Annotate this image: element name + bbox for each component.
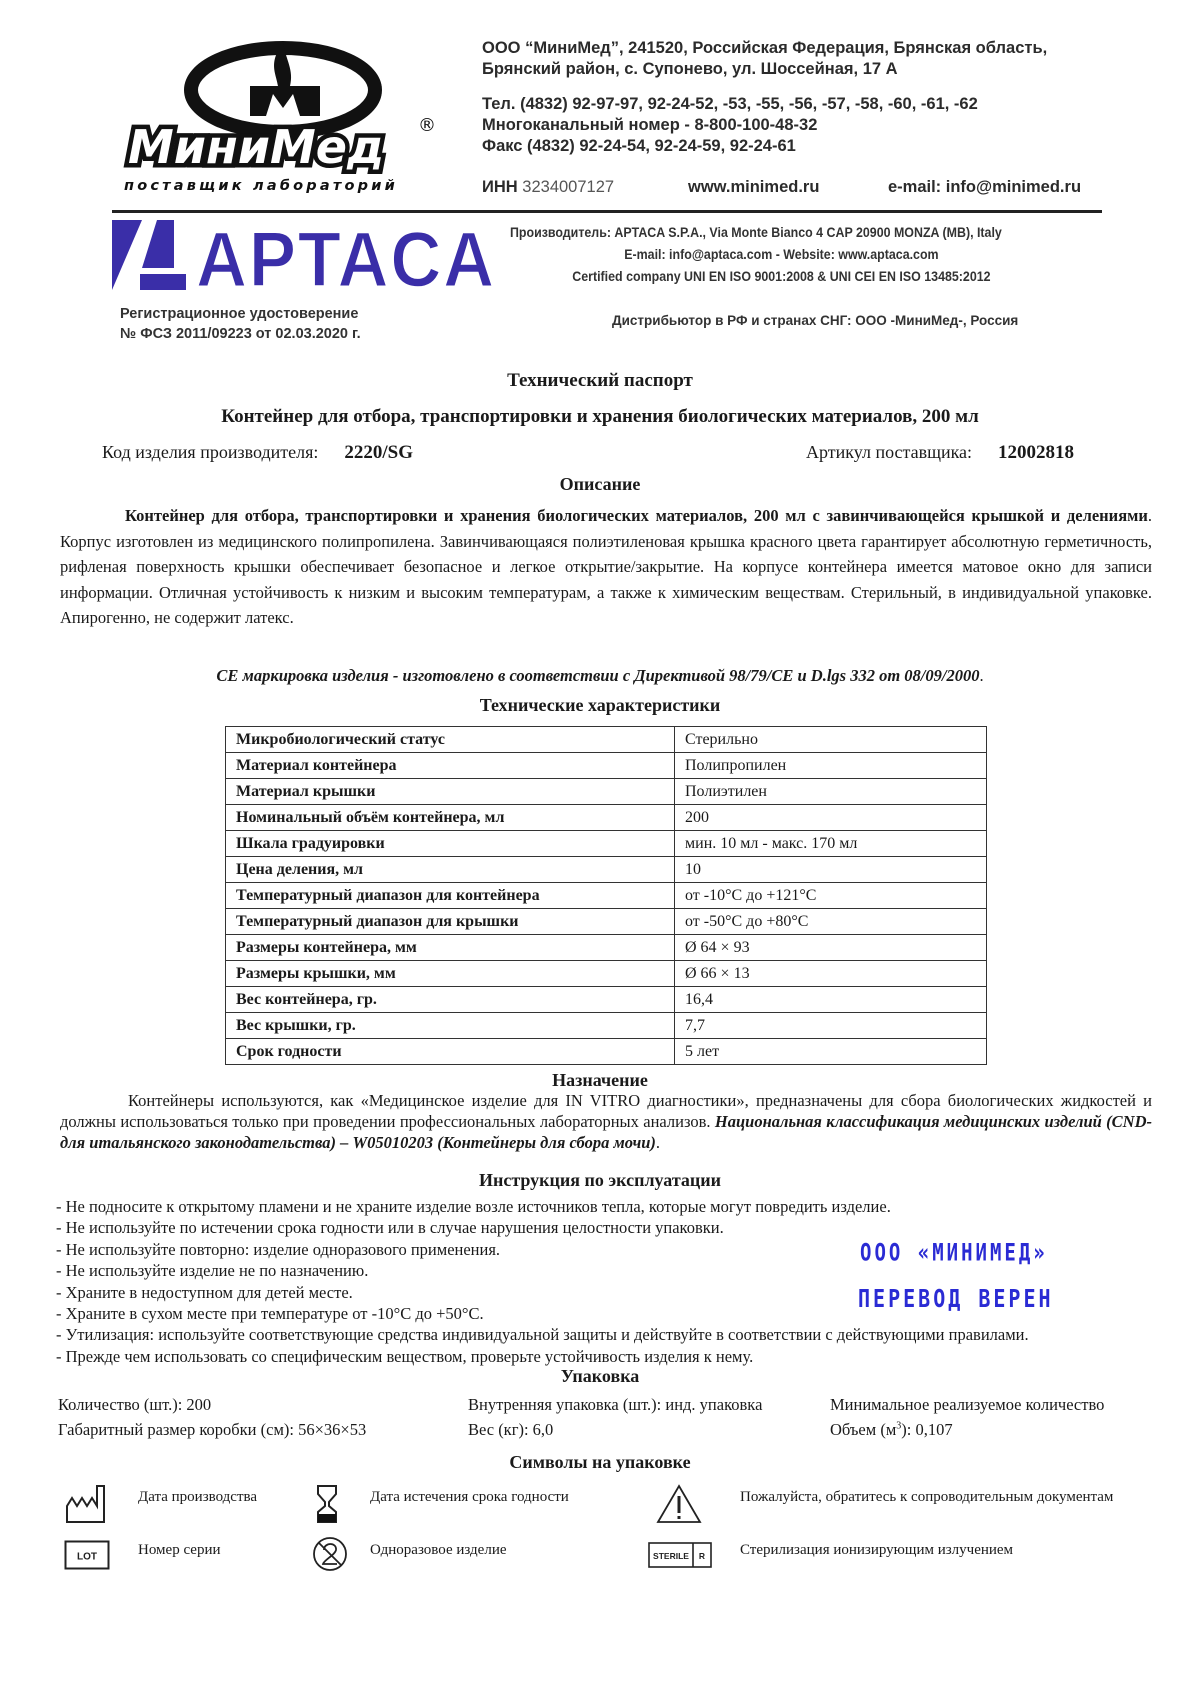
instruction-item: - Не используйте по истечении срока годности или в случае нарушения целостности упаковки. xyxy=(56,1218,724,1238)
specs-heading: Технические характеристики xyxy=(479,695,721,715)
svg-text:STERILE: STERILE xyxy=(653,1551,689,1561)
manufacturer-line: Производитель: APTACA S.P.A., Via Monte Bianco 4 CAP 20900 MONZA (MB), Italy xyxy=(510,225,1002,240)
spec-row xyxy=(226,753,987,779)
spec-value: 7,7 xyxy=(675,1013,987,1039)
spec-key: Размеры контейнера, мм xyxy=(226,935,675,961)
registration-line-2: № ФСЗ 2011/09223 от 02.03.2020 г. xyxy=(120,326,361,342)
hourglass-icon xyxy=(316,1484,338,1524)
instructions-list xyxy=(56,1196,1029,1367)
spec-row xyxy=(226,935,987,961)
spec-value: от -10°C до +121°C xyxy=(675,883,987,909)
spec-row xyxy=(226,961,987,987)
aptaca-logo xyxy=(112,218,502,292)
spec-row xyxy=(226,831,987,857)
pack-volume-prefix: Объем (м xyxy=(830,1420,897,1439)
spec-key: Срок годности xyxy=(226,1039,675,1065)
specs-table xyxy=(225,726,987,1065)
spec-row xyxy=(226,857,987,883)
spec-row xyxy=(226,727,987,753)
purpose-classification: Национальная классификация медицинских изделий (CND-для итальянского законодательства) – W05010203 (Контейнеры для сбора мочи) xyxy=(60,1112,1152,1152)
phone-line: Тел. (4832) 92-97-97, 92-24-52, -53, -55, -56, -57, -58, -60, -61, -62 xyxy=(482,95,978,113)
spec-value: Полиэтилен xyxy=(675,779,987,805)
ce-marking-text: CE маркировка изделия - изготовлено в соответствии с Директивой 98/79/CE и D.lgs 332 от 08/09/2000 xyxy=(216,666,980,685)
pack-weight: Вес (кг): 6,0 xyxy=(468,1420,554,1439)
symbol-label: Одноразовое изделие xyxy=(370,1542,507,1558)
manufacturer-code-value: 2220/SG xyxy=(344,442,413,463)
certification-line: Certified company UNI EN ISO 9001:2008 & UNI CEI EN ISO 13485:2012 xyxy=(572,269,991,284)
instruction-item: - Не используйте повторно: изделие одноразового применения. xyxy=(56,1239,501,1259)
spec-row xyxy=(226,883,987,909)
spec-value: 5 лет xyxy=(675,1039,987,1065)
inn-label: ИНН xyxy=(482,178,518,196)
description-heading: Описание xyxy=(559,474,641,494)
spec-key: Цена деления, мл xyxy=(226,857,675,883)
header-divider xyxy=(112,210,1102,213)
spec-row xyxy=(226,909,987,935)
product-name: Контейнер для отбора, транспортировки и хранения биологических материалов, 200 мл xyxy=(221,406,979,427)
purpose-heading: Назначение xyxy=(552,1070,648,1090)
instruction-item: - Прежде чем использовать со специфическим веществом, проверьте устойчивость изделия к нему. xyxy=(56,1346,754,1366)
supplier-article-label: Артикул поставщика: xyxy=(806,442,973,462)
warning-triangle-icon xyxy=(656,1484,702,1524)
minimed-tagline: поставщик лабораторий xyxy=(124,178,398,194)
spec-key: Температурный диапазон для контейнера xyxy=(226,883,675,909)
symbol-label: Дата производства xyxy=(138,1489,258,1505)
spec-value: 16,4 xyxy=(675,987,987,1013)
manufacturer-code xyxy=(102,442,413,464)
pack-inner: Внутренняя упаковка (шт.): инд. упаковка xyxy=(468,1395,763,1414)
packaging-heading: Упаковка xyxy=(560,1366,640,1386)
address-line-1: ООО “МиниМед”, 241520, Российская Федерация, Брянская область, xyxy=(482,39,1048,57)
spec-key: Температурный диапазон для крышки xyxy=(226,909,675,935)
registration-certificate xyxy=(120,304,361,344)
purpose-text xyxy=(60,1090,1152,1153)
spec-key: Вес крышки, гр. xyxy=(226,1013,675,1039)
instruction-item: - Храните в сухом месте при температуре от -10°C до +50°C. xyxy=(56,1304,484,1324)
spec-row xyxy=(226,987,987,1013)
pack-volume-sup: 3 xyxy=(896,1420,902,1432)
spec-key: Материал крышки xyxy=(226,779,675,805)
aptaca-wordmark: APTACA xyxy=(196,218,496,292)
spec-value: 10 xyxy=(675,857,987,883)
ce-marking xyxy=(0,666,1200,686)
spec-row xyxy=(226,1039,987,1065)
spec-row xyxy=(226,779,987,805)
pack-quantity: Количество (шт.): 200 xyxy=(58,1395,212,1414)
stamp-translation-verified: ПЕРЕВОД ВЕРЕН xyxy=(858,1283,1054,1313)
distributor-line: Дистрибьютор в РФ и странах СНГ: ООО -МиниМед-, Россия xyxy=(612,313,1019,328)
spec-key: Вес контейнера, гр. xyxy=(226,987,675,1013)
instruction-item: - Не подносите к открытому пламени и не храните изделие возле источников тепла, которые могут повредить изделие. xyxy=(56,1197,891,1216)
ce-marking-end: . xyxy=(979,666,984,685)
spec-value: Ø 66 × 13 xyxy=(675,961,987,987)
spec-value: мин. 10 мл - макс. 170 мл xyxy=(675,831,987,857)
spec-value: Ø 64 × 93 xyxy=(675,935,987,961)
spec-row xyxy=(226,805,987,831)
sterile-r-icon xyxy=(648,1542,712,1568)
spec-key: Номинальный объём контейнера, мл xyxy=(226,805,675,831)
spec-value: от -50°C до +80°C xyxy=(675,909,987,935)
symbol-label: Номер серии xyxy=(138,1542,221,1558)
minimed-website-link[interactable]: www.minimed.ru xyxy=(688,178,820,196)
spec-value: 200 xyxy=(675,805,987,831)
multichannel-line: Многоканальный номер - 8-800-100-48-32 xyxy=(482,116,818,134)
spec-key: Шкала градуировки xyxy=(226,831,675,857)
instruction-item: - Утилизация: используйте соответствующие средства индивидуальной защиты и действуйте в соответствии с действующими правилами. xyxy=(56,1325,1029,1345)
spec-row xyxy=(226,1013,987,1039)
pack-volume-suffix: ): 0,107 xyxy=(901,1420,953,1439)
minimed-email-link[interactable]: e-mail: info@minimed.ru xyxy=(888,178,1082,196)
pack-volume xyxy=(830,1420,953,1440)
inn xyxy=(482,178,614,197)
stamp-company: ООО «МИНИМЕД» xyxy=(860,1239,1048,1267)
symbol-label: Дата истечения срока годности xyxy=(370,1489,569,1505)
svg-text:LOT: LOT xyxy=(77,1551,97,1563)
pack-min-order: Минимальное реализуемое количество xyxy=(830,1395,1105,1414)
flame-logo-icon xyxy=(191,43,375,132)
description-lead: Контейнер для отбора, транспортировки и хранения биологических материалов, 200 мл с завинчивающейся крышкой и делениями xyxy=(125,506,1148,525)
description-text xyxy=(60,503,1152,631)
svg-text:R: R xyxy=(698,1551,706,1561)
single-use-icon xyxy=(312,1536,348,1572)
supplier-article-value: 12002818 xyxy=(998,442,1075,463)
factory-icon xyxy=(64,1484,106,1524)
document-title: Технический паспорт xyxy=(507,370,693,391)
pack-box-size: Габаритный размер коробки (см): 56×36×53 xyxy=(58,1420,367,1439)
minimed-logo xyxy=(118,28,448,198)
lot-icon xyxy=(64,1540,110,1570)
spec-key: Микробиологический статус xyxy=(226,727,675,753)
symbol-label: Стерилизация ионизирующим излучением xyxy=(740,1542,1014,1558)
spec-key: Размеры крышки, мм xyxy=(226,961,675,987)
inn-value: 3234007127 xyxy=(522,178,615,196)
manufacturer-code-label: Код изделия производителя: xyxy=(102,442,319,462)
symbols-heading: Символы на упаковке xyxy=(509,1452,691,1472)
description-body: . Корпус изготовлен из медицинского полипропилена. Завинчивающаяся полиэтиленовая крышка красного цвета гарантирует абсолютную герметичность, рифленая поверхность крышки обеспечивает безопасное и легкое открытие/закрытие. На корпусе контейнера имеется матовое окно для записи информации. Отличная устойчивость к низким и высоким температурам, а также к химическим веществам. Стерильный, в индивидуальной упаковке. Апирогенно, не содержит латекс. xyxy=(60,506,1152,628)
instructions-heading: Инструкция по эксплуатации xyxy=(478,1170,722,1190)
aptaca-emblem-icon xyxy=(112,220,186,290)
instruction-item: - Не используйте изделие не по назначению. xyxy=(56,1261,369,1281)
symbol-label: Пожалуйста, обратитесь к сопроводительным документам xyxy=(740,1489,1114,1505)
aptaca-info-block xyxy=(510,222,1053,288)
spec-value: Полипропилен xyxy=(675,753,987,779)
minimed-address-block xyxy=(482,38,1047,157)
registered-mark: ® xyxy=(418,115,436,136)
aptaca-contacts-line: E-mail: info@aptaca.com - Website: www.aptaca.com xyxy=(624,247,939,262)
minimed-wordmark: МиниМед xyxy=(128,120,385,174)
instruction-item: - Храните в недоступном для детей месте. xyxy=(56,1282,353,1302)
supplier-article xyxy=(806,442,1074,464)
fax-line: Факс (4832) 92-24-54, 92-24-59, 92-24-61 xyxy=(482,137,796,155)
purpose-body: Контейнеры используются, как «Медицинское изделие для IN VITRO диагностики», предназначены для сбора биологических жидкостей и должны использоваться только при проведении профессиональных лабораторных анализов. xyxy=(60,1091,1152,1131)
purpose-end: . xyxy=(655,1133,661,1152)
registration-line-1: Регистрационное удостоверение xyxy=(120,306,359,322)
address-line-2: Брянский район, с. Супонево, ул. Шоссейная, 17 А xyxy=(482,60,898,78)
spec-key: Материал контейнера xyxy=(226,753,675,779)
spec-value: Стерильно xyxy=(675,727,987,753)
